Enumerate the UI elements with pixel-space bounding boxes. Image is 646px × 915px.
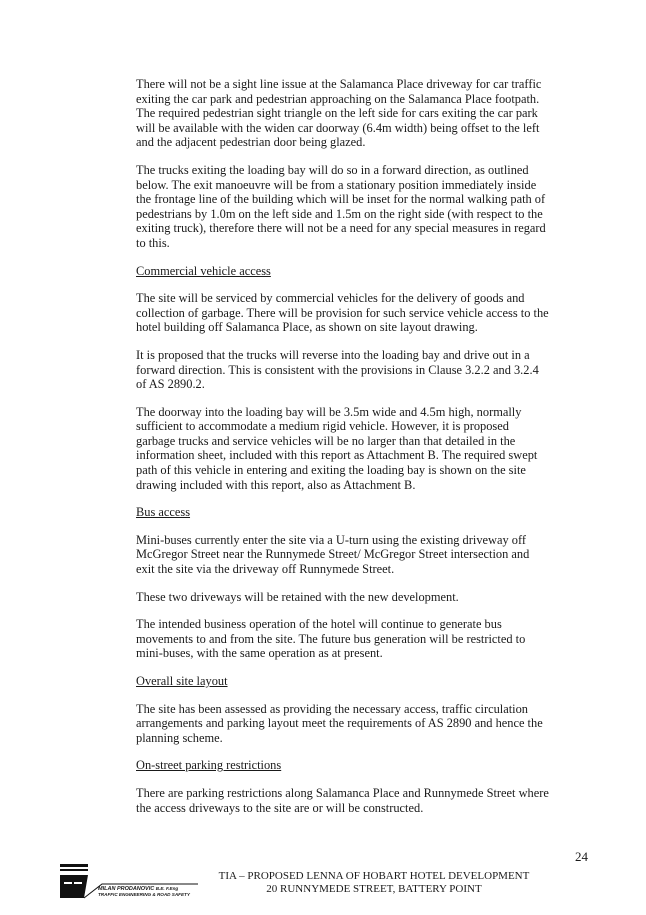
paragraph: Mini-buses currently enter the site via a U-turn using the existing driveway off McGregor Street near the Runnymede Street/ McGregor Street intersection and exit the site via the driveway off Runnymede Street. xyxy=(136,532,530,577)
paragraph: The trucks exiting the loading bay will do so in a forward direction, as outlined below. The exit manoeuvre will be from a stationary position immediately inside the frontage line of the building which will be inset for the normal walking path of pedestrians by 1.0m on the left side and 1.5m on the right side (with respect to the exiting truck), therefore there will not be a need for any special measures in regard to this. xyxy=(136,162,546,250)
paragraph: The doorway into the loading bay will be 3.5m wide and 4.5m high, normally sufficient to accommodate a medium rigid vehicle. However, it is proposed garbage trucks and service vehicles will be no larger than that detailed in the information sheet, included with this report as Attachment B. The required swept path of this vehicle in entering and exiting the loading bay is shown on the site drawing included with this report, also as Attachment B. xyxy=(136,404,538,492)
company-logo xyxy=(58,862,198,902)
paragraph: It is proposed that the trucks will reverse into the loading bay and drive out in a forward direction. This is consistent with the provisions in Clause 3.2.2 and 3.2.4 of AS 2890.2. xyxy=(136,347,539,392)
logo-credentials: B.E. F.Eng xyxy=(155,886,179,891)
footer-line-2: 20 RUNNYMEDE STREET, BATTERY POINT xyxy=(266,882,482,895)
logo-name: MILAN PRODANOVIC xyxy=(98,886,155,892)
section-heading: Overall site layout xyxy=(136,674,228,688)
footer-title xyxy=(214,870,534,895)
paragraph: The site will be serviced by commercial vehicles for the delivery of goods and collection of garbage. There will be provision for such service vehicle access to the hotel building off Salamanca Place, as shown on site layout drawing. xyxy=(136,291,549,335)
paragraph: The intended business operation of the hotel will continue to generate bus movements to and from the site. The future bus generation will be restricted to mini-buses, with the same operation as at present. xyxy=(136,617,526,661)
logo-text xyxy=(98,886,190,898)
section-heading: Commercial vehicle access xyxy=(136,263,271,278)
section-heading: On-street parking restrictions xyxy=(136,758,282,773)
body-content xyxy=(136,77,550,828)
paragraph: These two driveways will be retained with the new development. xyxy=(136,589,459,604)
logo-tagline: TRAFFIC ENGINEERING & ROAD SAFETY xyxy=(98,892,190,897)
paragraph: The site has been assessed as providing the necessary access, traffic circulation arrangements and parking layout meet the requirements of AS 2890 and hence the planning scheme. xyxy=(136,701,543,745)
section-heading: Bus access xyxy=(136,505,191,520)
paragraph: There are parking restrictions along Salamanca Place and Runnymede Street where the access driveways to the site are or will be constructed. xyxy=(136,785,549,815)
paragraph: There will not be a sight line issue at the Salamanca Place driveway for car traffic exiting the car park and pedestrian approaching on the Salamanca Place footpath. The required pedestrian sight triangle on the left side for cars exiting the car park will be available with the widen car doorway (6.4m width) being offset to the left and the adjacent pedestrian door being glazed. xyxy=(136,77,542,150)
footer-line-1: TIA – PROPOSED LENNA OF HOBART HOTEL DEVELOPMENT xyxy=(218,870,530,882)
page-number: 24 xyxy=(575,849,588,864)
